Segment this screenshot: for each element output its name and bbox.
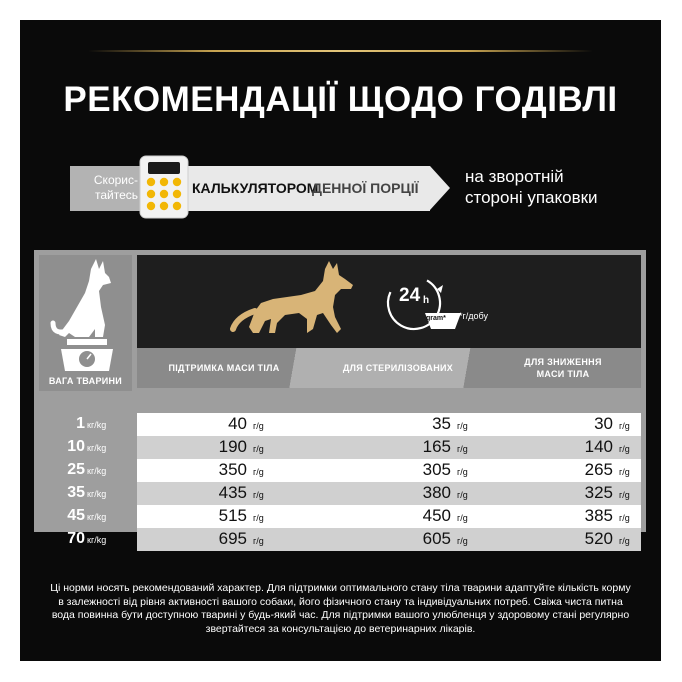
column-header-maintenance	[137, 348, 311, 388]
column-header-label: ДЛЯ СТЕРИЛІЗОВАНИХ	[342, 363, 454, 373]
weight-column-header	[39, 255, 132, 391]
table-cell	[137, 413, 311, 436]
table-header-graphic	[137, 255, 641, 348]
column-header-label: ПІДТРИМКА МАСИ ТІЛА	[168, 363, 280, 373]
table-row	[137, 413, 641, 436]
column-header-sterilized	[311, 348, 485, 388]
weight-unit: кг/kg	[87, 535, 107, 545]
portion-unit: г/g	[457, 490, 468, 500]
table-row	[137, 528, 641, 551]
table-cell	[311, 459, 485, 482]
clock-label: 24	[399, 285, 421, 306]
table-row	[137, 482, 641, 505]
portion-unit: г/g	[619, 421, 630, 431]
weight-value: 35	[67, 484, 85, 501]
portion-value: 30	[594, 414, 613, 433]
portion-value: 325	[584, 483, 613, 502]
table-cell	[137, 459, 311, 482]
portion-value: 190	[218, 437, 247, 456]
table-cell	[311, 482, 485, 505]
table-cell	[137, 436, 311, 459]
portion-value: 350	[218, 460, 247, 479]
portion-value: 385	[584, 506, 613, 525]
table-row	[137, 459, 641, 482]
portion-unit: г/g	[457, 444, 468, 454]
table-cell	[311, 528, 485, 551]
side-note: на зворотній стороні упаковки	[465, 167, 598, 207]
table-cell	[137, 482, 311, 505]
table-cell	[485, 482, 641, 505]
table-row	[137, 505, 641, 528]
header-graphic	[137, 255, 641, 348]
portion-unit: г/g	[457, 513, 468, 523]
weight-unit: кг/kg	[87, 512, 107, 522]
weight-value: 25	[67, 461, 85, 478]
calculator-icon	[138, 154, 190, 220]
weight-value: 70	[67, 530, 85, 547]
portion-unit: г/g	[457, 536, 468, 546]
calculator-banner-left-text: Скорис- тайтесь	[93, 173, 138, 202]
portion-value: 520	[584, 529, 613, 548]
column-header-label: ДЛЯ ЗНИЖЕННЯ МАСИ ТІЛА	[524, 357, 602, 379]
portion-value: 40	[228, 414, 247, 433]
weight-row	[39, 436, 132, 459]
weight-row	[39, 505, 132, 528]
table-cell	[485, 505, 641, 528]
portion-value: 140	[584, 437, 613, 456]
portion-unit: г/g	[457, 421, 468, 431]
table-cell	[137, 505, 311, 528]
dog-on-scale-icon	[39, 255, 132, 373]
table-cell	[485, 459, 641, 482]
calculator-strong-text: КАЛЬКУЛЯТОРОМ	[192, 180, 319, 196]
weight-unit: кг/kg	[87, 420, 107, 430]
portion-unit: г/g	[457, 467, 468, 477]
table-cell	[485, 436, 641, 459]
table-row	[137, 436, 641, 459]
weight-value: 10	[67, 438, 85, 455]
feeding-table	[34, 250, 646, 548]
portion-value: 695	[218, 529, 247, 548]
portion-unit: г/g	[253, 490, 264, 500]
portion-unit: г/g	[253, 513, 264, 523]
table-cell	[485, 528, 641, 551]
weight-value: 1	[76, 415, 85, 432]
clock-suffix: h	[423, 295, 430, 306]
weight-row	[39, 482, 132, 505]
portion-unit: г/g	[253, 467, 264, 477]
calculator-light-text: ДЕННОЇ ПОРЦІЇ	[312, 180, 419, 196]
portion-unit: г/g	[253, 444, 264, 454]
portion-value: 305	[422, 460, 451, 479]
weight-column	[39, 255, 132, 547]
weight-row	[39, 528, 132, 551]
dog-silhouette	[249, 261, 353, 333]
footnote: Ці норми носять рекомендований характер. Для підтримки оптимального стану тіла тварини адаптуйте кількість корму в залежності від рівня активності вашого собаки, його фізичного стану та індивідуальних потреб. Свіжа чиста питна вода повинна бути доступною тварині у будь-який час. Для підтримки вашого улюбленця у здоровому стані регулярно звертайтеся за консультацією до ветеринарних лікарів.	[50, 582, 631, 635]
portion-value: 450	[422, 506, 451, 525]
weight-row	[39, 413, 132, 436]
weight-value: 45	[67, 507, 85, 524]
portion-unit: г/g	[619, 536, 630, 546]
portion-value: 515	[218, 506, 247, 525]
weight-unit: кг/kg	[87, 443, 107, 453]
portion-value: 165	[422, 437, 451, 456]
bowl-label: gram*	[426, 315, 446, 322]
portion-value: 435	[218, 483, 247, 502]
portion-unit: г/g	[619, 513, 630, 523]
table-cell	[137, 528, 311, 551]
portion-unit: г/g	[619, 467, 630, 477]
weight-unit: кг/kg	[87, 489, 107, 499]
feeding-panel	[20, 20, 661, 661]
column-header-weight-loss	[485, 348, 641, 388]
table-cell	[311, 413, 485, 436]
calculator-banner	[70, 166, 455, 211]
portion-unit: г/g	[253, 536, 264, 546]
portion-value: 380	[422, 483, 451, 502]
banner-arrow	[430, 166, 450, 210]
portion-unit: г/g	[619, 490, 630, 500]
table-cell	[311, 505, 485, 528]
table-cell	[485, 413, 641, 436]
portion-unit: г/g	[253, 421, 264, 431]
portion-value: 605	[422, 529, 451, 548]
portion-value: 265	[584, 460, 613, 479]
portion-unit: г/g	[619, 444, 630, 454]
gold-divider	[88, 50, 593, 52]
weight-column-label: ВАГА ТВАРИНИ	[48, 376, 123, 386]
table-cell	[311, 436, 485, 459]
weight-unit: кг/kg	[87, 466, 107, 476]
portion-value: 35	[432, 414, 451, 433]
per-day-label: *г/добу	[459, 311, 488, 321]
page-title: РЕКОМЕНДАЦІЇ ЩОДО ГОДІВЛІ	[63, 80, 618, 119]
weight-row	[39, 459, 132, 482]
